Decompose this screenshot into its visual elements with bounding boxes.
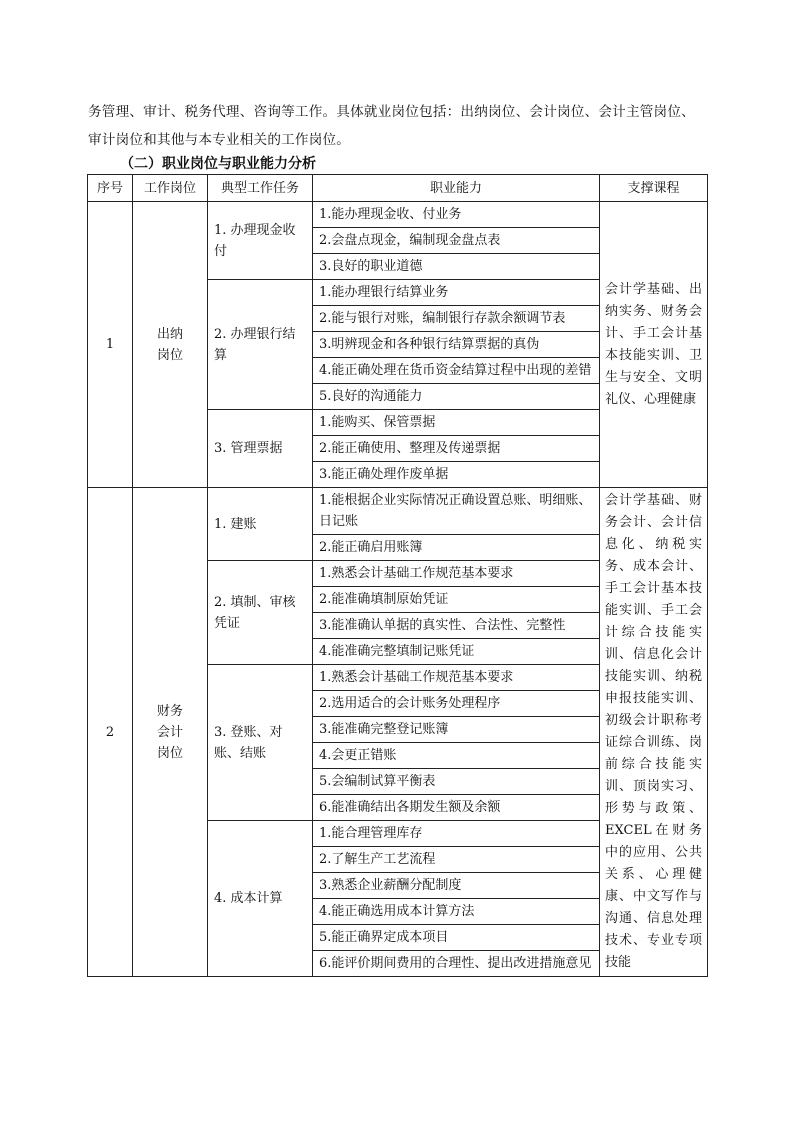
ability-cell: 3.能准确完整登记账簿 xyxy=(313,717,600,743)
header-position: 工作岗位 xyxy=(133,175,208,202)
intro-line-2: 审计岗位和其他与本专业相关的工作岗位。 xyxy=(88,132,351,148)
intro-line-1: 务管理、审计、税务代理、咨询等工作。具体就业岗位包括：出纳岗位、会计岗位、会计主管岗位、 xyxy=(88,104,695,120)
task-cell: 1. 办理现金收付 xyxy=(208,202,313,280)
ability-cell: 3.良好的职业道德 xyxy=(313,254,600,280)
row-no: 1 xyxy=(88,202,133,488)
row-position: 财务会计岗位 xyxy=(133,488,208,977)
ability-cell: 4.会更正错账 xyxy=(313,743,600,769)
ability-cell: 1.能购买、保管票据 xyxy=(313,410,600,436)
ability-cell: 5.能正确界定成本项目 xyxy=(313,925,600,951)
ability-cell: 4.能准确完整填制记账凭证 xyxy=(313,639,600,665)
intro-paragraph xyxy=(88,98,713,154)
header-support: 支撑课程 xyxy=(600,175,708,202)
ability-cell: 2.能正确使用、整理及传递票据 xyxy=(313,436,600,462)
ability-cell: 4.能正确选用成本计算方法 xyxy=(313,899,600,925)
ability-cell: 1.能办理现金收、付业务 xyxy=(313,202,600,228)
ability-cell: 2.能与银行对账，编制银行存款余额调节表 xyxy=(313,306,600,332)
header-no: 序号 xyxy=(88,175,133,202)
support-courses: 会计学基础、出纳实务、财务会计、手工会计基本技能实训、卫生与安全、文明礼仪、心理健康 xyxy=(600,202,708,488)
ability-cell: 6.能评价期间费用的合理性、提出改进措施意见 xyxy=(313,951,600,977)
task-cell: 2. 办理银行结算 xyxy=(208,280,313,410)
ability-cell: 3.熟悉企业薪酬分配制度 xyxy=(313,873,600,899)
ability-cell: 1.能合理管理库存 xyxy=(313,821,600,847)
ability-cell: 6.能准确结出各期发生额及余额 xyxy=(313,795,600,821)
ability-cell: 1.能根据企业实际情况正确设置总账、明细账、日记账 xyxy=(313,488,600,535)
ability-cell: 5.会编制试算平衡表 xyxy=(313,769,600,795)
ability-cell: 3.能准确认单据的真实性、合法性、完整性 xyxy=(313,613,600,639)
ability-cell: 2.能准确填制原始凭证 xyxy=(313,587,600,613)
ability-cell: 2.选用适合的会计账务处理程序 xyxy=(313,691,600,717)
ability-cell: 1.熟悉会计基础工作规范基本要求 xyxy=(313,561,600,587)
task-cell: 2. 填制、审核凭证 xyxy=(208,561,313,665)
row-no: 2 xyxy=(88,488,133,977)
ability-cell: 5.良好的沟通能力 xyxy=(313,384,600,410)
ability-cell: 2.能正确启用账簿 xyxy=(313,535,600,561)
ability-cell: 2.会盘点现金，编制现金盘点表 xyxy=(313,228,600,254)
header-ability: 职业能力 xyxy=(313,175,600,202)
header-task: 典型工作任务 xyxy=(208,175,313,202)
task-cell: 4. 成本计算 xyxy=(208,821,313,977)
table-row xyxy=(88,202,708,228)
task-cell: 3. 登账、对账、结账 xyxy=(208,665,313,821)
career-ability-table xyxy=(87,174,708,977)
section-title: （二）职业岗位与职业能力分析 xyxy=(120,156,316,172)
support-courses: 会计学基础、财务会计、会计信息化、纳税实务、成本会计、手工会计基本技能实训、手工会计综合技能实训、信息化会计技能实训、纳税申报技能实训、初级会计职称考证综合训练、岗前综合技能实训、顶岗实习、形势与政策、EXCEL在财务中的应用、公共关系、心理健康、中文写作与沟通、信息处理技术、专业专项技能 xyxy=(600,488,708,977)
table-row xyxy=(88,488,708,535)
ability-cell: 1.能办理银行结算业务 xyxy=(313,280,600,306)
ability-cell: 3.能正确处理作废单据 xyxy=(313,462,600,488)
ability-cell: 4.能正确处理在货币资金结算过程中出现的差错 xyxy=(313,358,600,384)
ability-cell: 1.熟悉会计基础工作规范基本要求 xyxy=(313,665,600,691)
task-cell: 1. 建账 xyxy=(208,488,313,561)
task-cell: 3. 管理票据 xyxy=(208,410,313,488)
table-header-row xyxy=(88,175,708,202)
ability-cell: 3.明辨现金和各种银行结算票据的真伪 xyxy=(313,332,600,358)
row-position: 出纳岗位 xyxy=(133,202,208,488)
ability-cell: 2.了解生产工艺流程 xyxy=(313,847,600,873)
